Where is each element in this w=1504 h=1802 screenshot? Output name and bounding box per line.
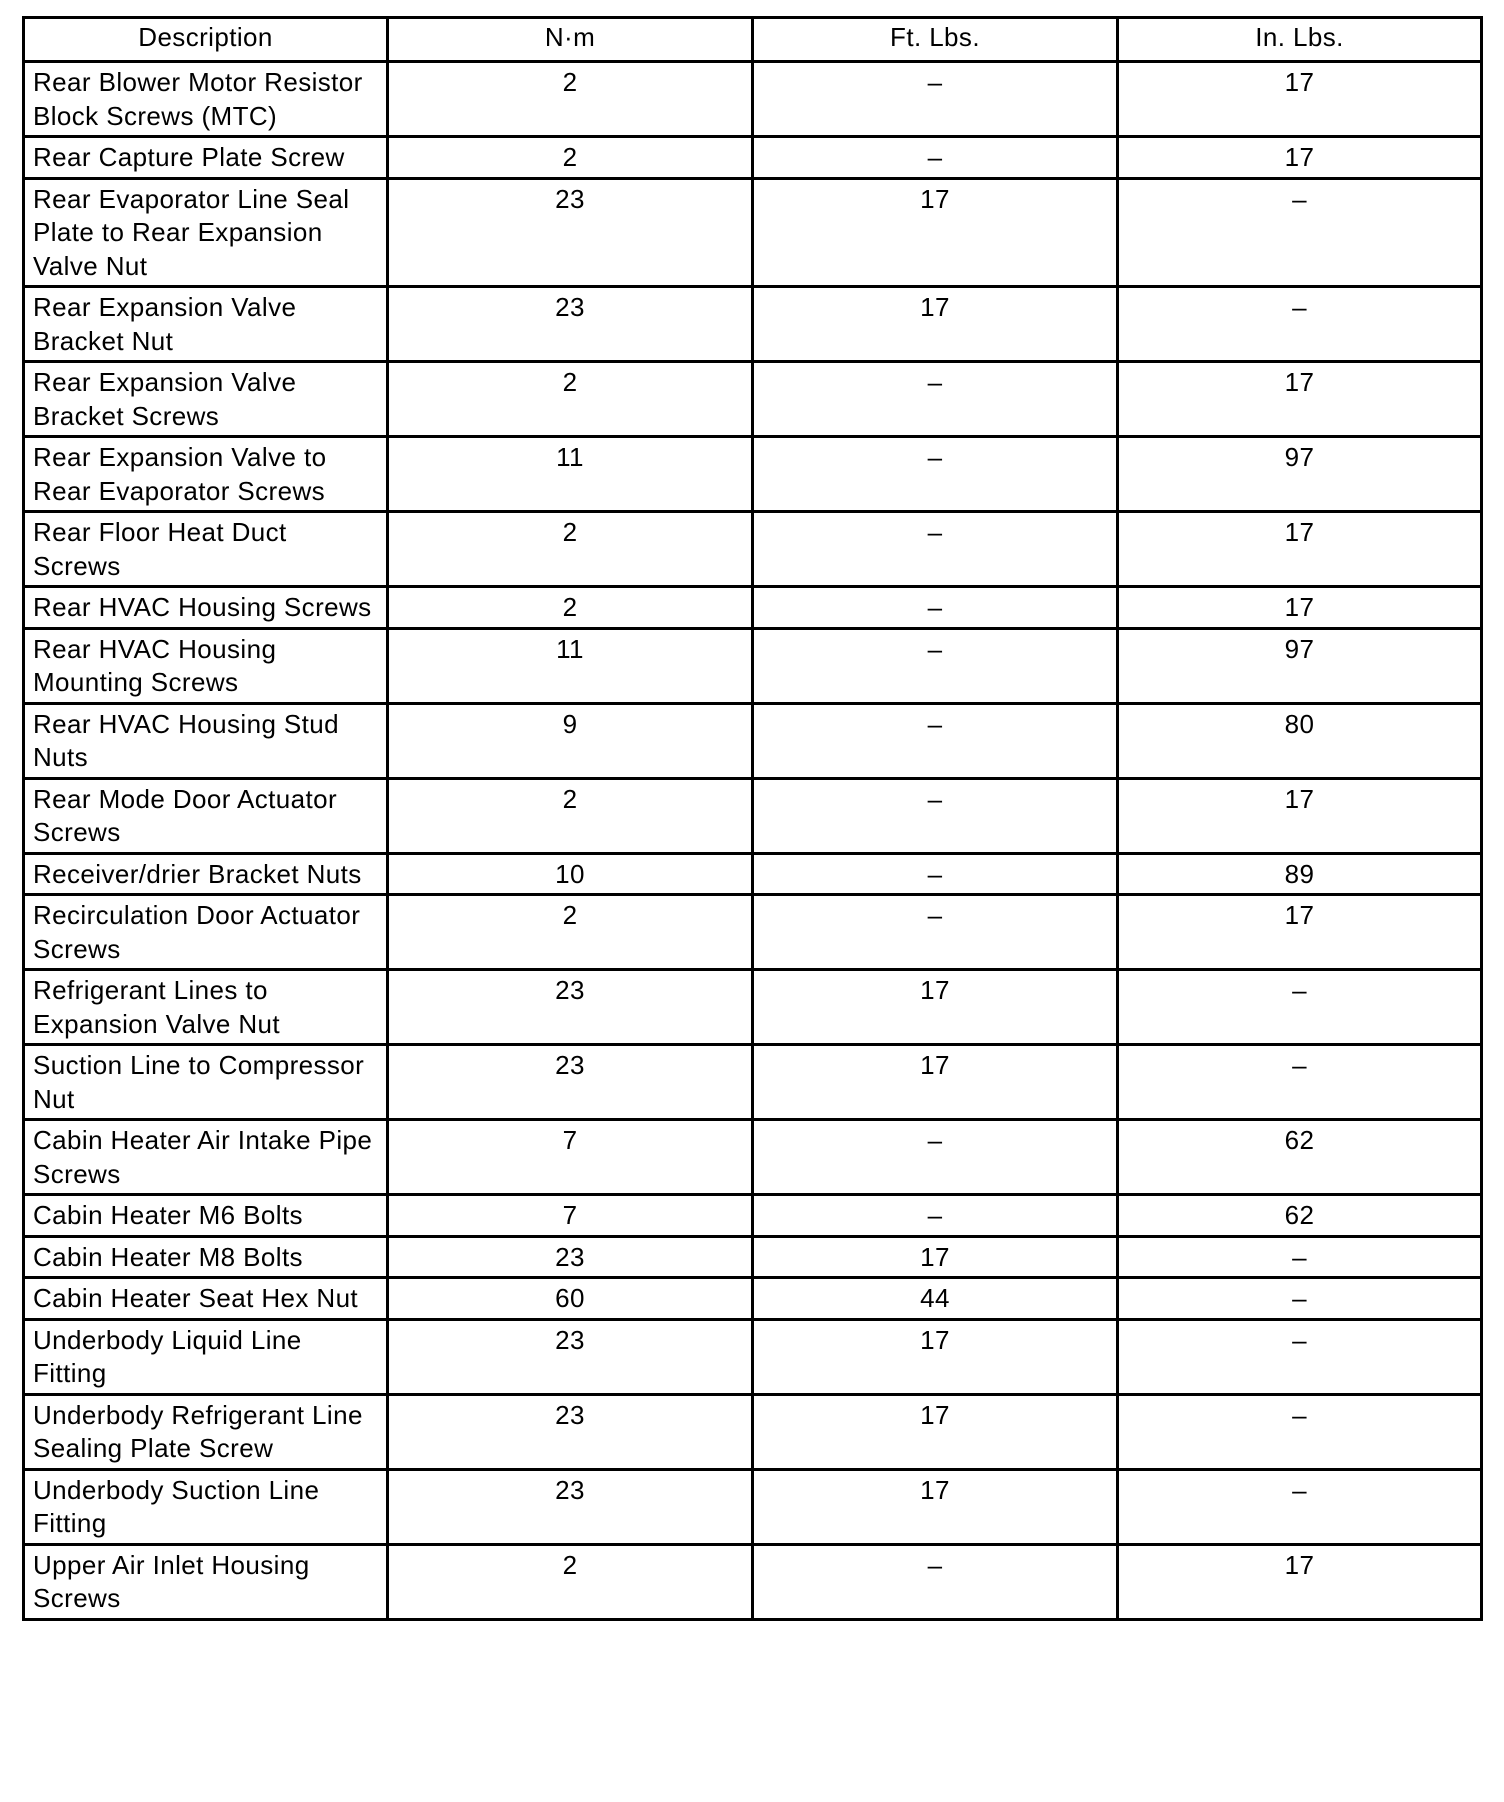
cell-nm: 23 xyxy=(388,1236,753,1278)
cell-description: Rear Expansion Valve Bracket Nut xyxy=(24,287,388,362)
table-header xyxy=(24,18,1482,62)
cell-ft-lbs: 44 xyxy=(753,1278,1118,1320)
cell-in-lbs: – xyxy=(1118,1236,1482,1278)
cell-in-lbs: 17 xyxy=(1118,62,1482,137)
table-row xyxy=(24,178,1482,287)
cell-ft-lbs: – xyxy=(753,853,1118,895)
cell-nm: 23 xyxy=(388,1319,753,1394)
cell-description: Rear Expansion Valve Bracket Screws xyxy=(24,362,388,437)
cell-in-lbs: 17 xyxy=(1118,895,1482,970)
cell-nm: 23 xyxy=(388,1469,753,1544)
cell-ft-lbs: – xyxy=(753,362,1118,437)
cell-description: Cabin Heater Seat Hex Nut xyxy=(24,1278,388,1320)
table-row xyxy=(24,437,1482,512)
header-row xyxy=(24,18,1482,62)
cell-nm: 2 xyxy=(388,62,753,137)
cell-description: Rear HVAC Housing Stud Nuts xyxy=(24,703,388,778)
cell-nm: 10 xyxy=(388,853,753,895)
cell-description: Recirculation Door Actuator Screws xyxy=(24,895,388,970)
cell-ft-lbs: – xyxy=(753,1195,1118,1237)
table-row xyxy=(24,1469,1482,1544)
cell-in-lbs: – xyxy=(1118,178,1482,287)
table-row xyxy=(24,1236,1482,1278)
cell-description: Rear Evaporator Line Seal Plate to Rear Expansion Valve Nut xyxy=(24,178,388,287)
cell-description: Rear Blower Motor Resistor Block Screws (MTC) xyxy=(24,62,388,137)
cell-ft-lbs: 17 xyxy=(753,287,1118,362)
cell-ft-lbs: – xyxy=(753,628,1118,703)
table-row xyxy=(24,587,1482,629)
cell-nm: 2 xyxy=(388,587,753,629)
table-row xyxy=(24,1120,1482,1195)
table-row xyxy=(24,512,1482,587)
cell-in-lbs: 62 xyxy=(1118,1195,1482,1237)
cell-in-lbs: 80 xyxy=(1118,703,1482,778)
cell-nm: 7 xyxy=(388,1120,753,1195)
cell-in-lbs: – xyxy=(1118,1045,1482,1120)
cell-nm: 23 xyxy=(388,287,753,362)
cell-description: Rear Floor Heat Duct Screws xyxy=(24,512,388,587)
cell-ft-lbs: – xyxy=(753,137,1118,179)
cell-ft-lbs: – xyxy=(753,512,1118,587)
header-description: Description xyxy=(24,18,388,62)
table-row xyxy=(24,1319,1482,1394)
table-row xyxy=(24,628,1482,703)
table-row xyxy=(24,703,1482,778)
table-row xyxy=(24,1394,1482,1469)
cell-nm: 2 xyxy=(388,778,753,853)
cell-ft-lbs: – xyxy=(753,778,1118,853)
table-row xyxy=(24,137,1482,179)
cell-nm: 11 xyxy=(388,437,753,512)
cell-in-lbs: 17 xyxy=(1118,587,1482,629)
table-row xyxy=(24,62,1482,137)
cell-description: Upper Air Inlet Housing Screws xyxy=(24,1544,388,1619)
cell-nm: 9 xyxy=(388,703,753,778)
table-row xyxy=(24,1195,1482,1237)
table-row xyxy=(24,853,1482,895)
header-ft-lbs: Ft. Lbs. xyxy=(753,18,1118,62)
cell-in-lbs: 89 xyxy=(1118,853,1482,895)
cell-description: Suction Line to Compressor Nut xyxy=(24,1045,388,1120)
cell-in-lbs: – xyxy=(1118,1319,1482,1394)
cell-description: Rear Capture Plate Screw xyxy=(24,137,388,179)
cell-description: Rear Mode Door Actuator Screws xyxy=(24,778,388,853)
cell-description: Rear HVAC Housing Mounting Screws xyxy=(24,628,388,703)
cell-in-lbs: – xyxy=(1118,970,1482,1045)
cell-in-lbs: 97 xyxy=(1118,628,1482,703)
table-row xyxy=(24,895,1482,970)
cell-ft-lbs: 17 xyxy=(753,178,1118,287)
cell-description: Underbody Suction Line Fitting xyxy=(24,1469,388,1544)
cell-in-lbs: 17 xyxy=(1118,778,1482,853)
cell-ft-lbs: – xyxy=(753,62,1118,137)
cell-in-lbs: 17 xyxy=(1118,1544,1482,1619)
cell-in-lbs: – xyxy=(1118,1278,1482,1320)
cell-nm: 2 xyxy=(388,362,753,437)
cell-in-lbs: 17 xyxy=(1118,512,1482,587)
table-row xyxy=(24,362,1482,437)
cell-nm: 7 xyxy=(388,1195,753,1237)
cell-ft-lbs: 17 xyxy=(753,1236,1118,1278)
cell-nm: 23 xyxy=(388,970,753,1045)
cell-description: Cabin Heater Air Intake Pipe Screws xyxy=(24,1120,388,1195)
cell-description: Receiver/drier Bracket Nuts xyxy=(24,853,388,895)
cell-nm: 23 xyxy=(388,178,753,287)
cell-ft-lbs: – xyxy=(753,1544,1118,1619)
cell-description: Rear Expansion Valve to Rear Evaporator Screws xyxy=(24,437,388,512)
cell-in-lbs: 17 xyxy=(1118,137,1482,179)
cell-nm: 23 xyxy=(388,1045,753,1120)
table-row xyxy=(24,1544,1482,1619)
table-row xyxy=(24,1045,1482,1120)
header-nm: N·m xyxy=(388,18,753,62)
table-body xyxy=(24,62,1482,1620)
cell-in-lbs: 97 xyxy=(1118,437,1482,512)
table-row xyxy=(24,970,1482,1045)
cell-ft-lbs: 17 xyxy=(753,1045,1118,1120)
cell-ft-lbs: – xyxy=(753,703,1118,778)
cell-ft-lbs: 17 xyxy=(753,1469,1118,1544)
table-row xyxy=(24,1278,1482,1320)
torque-specifications-table xyxy=(22,16,1483,1621)
cell-nm: 11 xyxy=(388,628,753,703)
cell-nm: 2 xyxy=(388,895,753,970)
cell-description: Rear HVAC Housing Screws xyxy=(24,587,388,629)
cell-description: Underbody Liquid Line Fitting xyxy=(24,1319,388,1394)
cell-nm: 2 xyxy=(388,1544,753,1619)
cell-ft-lbs: – xyxy=(753,437,1118,512)
table-row xyxy=(24,778,1482,853)
cell-description: Refrigerant Lines to Expansion Valve Nut xyxy=(24,970,388,1045)
cell-description: Underbody Refrigerant Line Sealing Plate Screw xyxy=(24,1394,388,1469)
cell-in-lbs: – xyxy=(1118,1469,1482,1544)
cell-nm: 2 xyxy=(388,512,753,587)
table-row xyxy=(24,287,1482,362)
cell-nm: 2 xyxy=(388,137,753,179)
cell-ft-lbs: – xyxy=(753,895,1118,970)
cell-in-lbs: 17 xyxy=(1118,362,1482,437)
cell-in-lbs: – xyxy=(1118,287,1482,362)
header-in-lbs: In. Lbs. xyxy=(1118,18,1482,62)
cell-in-lbs: 62 xyxy=(1118,1120,1482,1195)
cell-ft-lbs: 17 xyxy=(753,970,1118,1045)
cell-ft-lbs: – xyxy=(753,587,1118,629)
cell-nm: 60 xyxy=(388,1278,753,1320)
cell-in-lbs: – xyxy=(1118,1394,1482,1469)
cell-description: Cabin Heater M6 Bolts xyxy=(24,1195,388,1237)
cell-nm: 23 xyxy=(388,1394,753,1469)
cell-ft-lbs: 17 xyxy=(753,1319,1118,1394)
cell-ft-lbs: 17 xyxy=(753,1394,1118,1469)
cell-ft-lbs: – xyxy=(753,1120,1118,1195)
cell-description: Cabin Heater M8 Bolts xyxy=(24,1236,388,1278)
